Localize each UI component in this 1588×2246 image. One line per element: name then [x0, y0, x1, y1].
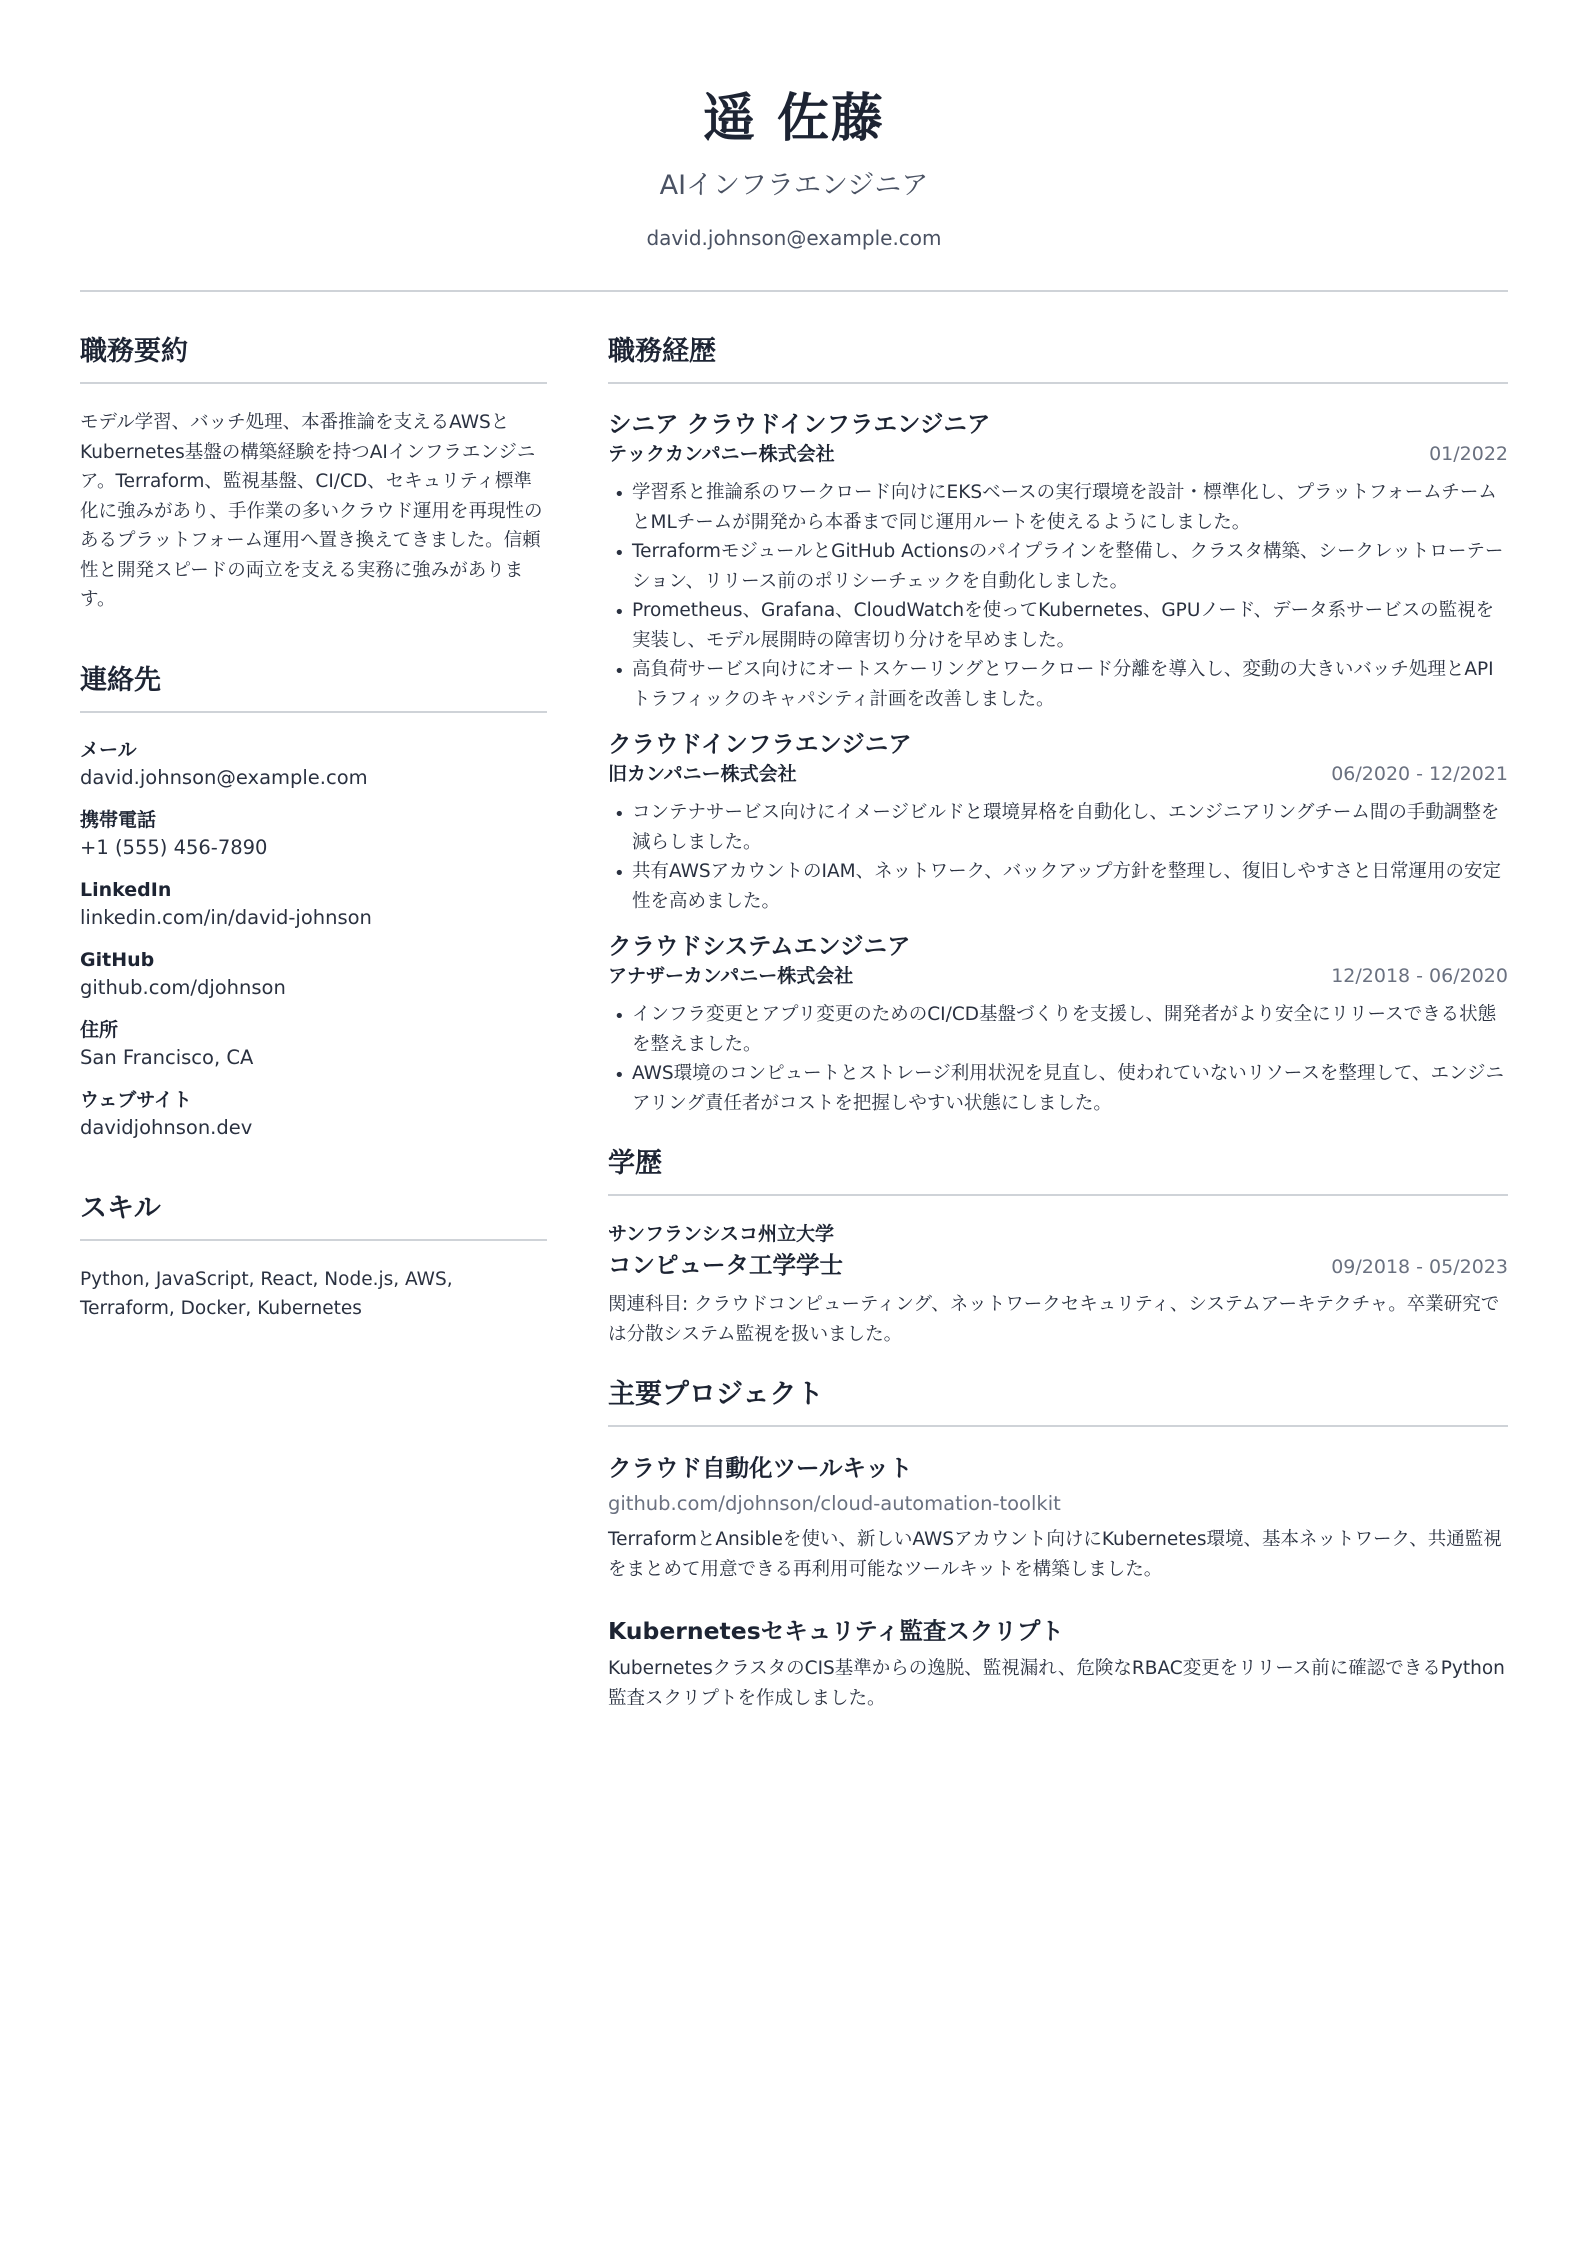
projects-heading: 主要プロジェクト — [608, 1373, 1508, 1427]
contact-label-email: メール — [80, 738, 137, 761]
experience-section — [608, 330, 1508, 1118]
education-description: 関連科目: クラウドコンピューティング、ネットワークセキュリティ、システムアーキテクチャ。卒業研究では分散システム監視を扱いました。 — [608, 1294, 1500, 1345]
job-company: テックカンパニー株式会社 — [608, 443, 835, 465]
candidate-role: AIインフラエンジニア — [659, 170, 929, 201]
contact-label-linkedin: LinkedIn — [80, 878, 172, 901]
job-date: 06/2020 - 12/2021 — [1331, 763, 1508, 785]
project-title: Kubernetesセキュリティ監査スクリプト — [608, 1617, 1064, 1645]
job-date: 12/2018 - 06/2020 — [1331, 965, 1508, 987]
summary-text: モデル学習、バッチ処理、本番推論を支えるAWSとKubernetes基盤の構築経験を持つAIインフラエンジニア。Terraform、監視基盤、CI/CD、セキュリティ標準化に強みがあり、手作業の多いクラウド運用を再現性のあるプラットフォーム運用へ置き換えてきました。信頼性と開発スピードの両立を支える実務に強みがあります。 — [80, 412, 543, 610]
summary-section — [80, 330, 547, 615]
job-bullet: • 学習系と推論系のワークロード向けにEKSベースの実行環境を設計・標準化し、プラットフォームチームとMLチームが開発から本番まで同じ運用ルートを使えるようにしました。 — [608, 478, 1508, 537]
right-column — [608, 330, 1508, 1743]
project-description: KubernetesクラスタのCIS基準からの逸脱、監視漏れ、危険なRBAC変更をリリース前に確認できるPython監査スクリプトを作成しました。 — [608, 1658, 1505, 1709]
job-meta — [608, 962, 1508, 990]
contact-label-address: 住所 — [80, 1018, 119, 1041]
education-date: 09/2018 - 05/2023 — [1331, 1256, 1508, 1278]
contact-label-website: ウェブサイト — [80, 1088, 192, 1111]
contact-value-email: david.johnson@example.com — [80, 765, 368, 789]
job-meta — [608, 760, 1508, 788]
job-bullet: • Prometheus、Grafana、CloudWatchを使ってKubernetes、GPUノード、データ系サービスの監視を実装し、モデル展開時の障害切り分けを早めました。 — [608, 596, 1508, 655]
job-date: 01/2022 — [1429, 443, 1508, 465]
education-heading: 学歴 — [608, 1142, 1508, 1196]
job-bullet: • 高負荷サービス向けにオートスケーリングとワークロード分離を導入し、変動の大きいバッチ処理とAPIトラフィックのキャパシティ計画を改善しました。 — [608, 655, 1508, 714]
header-email: david.johnson@example.com — [646, 226, 942, 250]
experience-heading: 職務経歴 — [608, 330, 1508, 384]
job-title: クラウドシステムエンジニア — [608, 932, 911, 960]
summary-heading: 職務要約 — [80, 330, 547, 384]
job-company: 旧カンパニー株式会社 — [608, 763, 797, 785]
project-entry — [608, 1451, 1508, 1584]
education-degree: コンピュータ工学学士 — [608, 1251, 843, 1279]
skills-section — [80, 1187, 547, 1324]
contact-label-phone: 携帯電話 — [80, 808, 157, 831]
skills-heading: スキル — [80, 1187, 547, 1241]
header-divider — [80, 290, 1508, 292]
job-entry — [608, 408, 1508, 714]
job-meta — [608, 440, 1508, 468]
contact-value-linkedin: linkedin.com/in/david-johnson — [80, 905, 372, 929]
job-bullets — [608, 1000, 1508, 1118]
contact-value-github: github.com/djohnson — [80, 975, 286, 999]
job-bullets — [608, 798, 1508, 916]
project-link[interactable]: github.com/djohnson/cloud-automation-toolkit — [608, 1492, 1061, 1515]
contact-value-website: davidjohnson.dev — [80, 1115, 253, 1139]
projects-section — [608, 1373, 1508, 1713]
contact-heading: 連絡先 — [80, 659, 547, 713]
left-column — [80, 330, 547, 1368]
education-school: サンフランシスコ州立大学 — [608, 1223, 835, 1245]
job-company: アナザーカンパニー株式会社 — [608, 965, 854, 987]
job-bullet: • コンテナサービス向けにイメージビルドと環境昇格を自動化し、エンジニアリングチーム間の手動調整を減らしました。 — [608, 798, 1508, 857]
job-bullets — [608, 478, 1508, 714]
job-bullet: • AWS環境のコンピュートとストレージ利用状況を見直し、使われていないリソースを整理して、エンジニアリング責任者がコストを把握しやすい状態にしました。 — [608, 1059, 1508, 1118]
contact-label-github: GitHub — [80, 948, 155, 971]
contact-value-address: San Francisco, CA — [80, 1045, 254, 1069]
project-title: クラウド自動化ツールキット — [608, 1454, 913, 1482]
project-entry — [608, 1614, 1508, 1713]
education-degree-row — [608, 1248, 1508, 1284]
job-title: クラウドインフラエンジニア — [608, 730, 912, 758]
contact-value-phone: +1 (555) 456-7890 — [80, 835, 268, 859]
resume-header — [80, 84, 1508, 252]
job-bullet: • 共有AWSアカウントのIAM、ネットワーク、バックアップ方針を整理し、復旧しやすさと日常運用の安定性を高めました。 — [608, 857, 1508, 916]
job-entry — [608, 930, 1508, 1118]
job-title: シニア クラウドインフラエンジニア — [608, 410, 991, 438]
education-section — [608, 1142, 1508, 1349]
candidate-name: 遥 佐藤 — [702, 89, 886, 149]
skills-text: Python, JavaScript, React, Node.js, AWS, Terraform, Docker, Kubernetes — [80, 1268, 453, 1319]
job-bullet: • インフラ変更とアプリ変更のためのCI/CD基盤づくりを支援し、開発者がより安全にリリースできる状態を整えました。 — [608, 1000, 1508, 1059]
contact-section — [80, 659, 547, 1143]
job-bullet: • TerraformモジュールとGitHub Actionsのパイプラインを整備し、クラスタ構築、シークレットローテーション、リリース前のポリシーチェックを自動化しました。 — [608, 537, 1508, 596]
job-entry — [608, 728, 1508, 916]
project-description: TerraformとAnsibleを使い、新しいAWSアカウント向けにKubernetes環境、基本ネットワーク、共通監視をまとめて用意できる再利用可能なツールキットを構築しました。 — [608, 1529, 1502, 1580]
